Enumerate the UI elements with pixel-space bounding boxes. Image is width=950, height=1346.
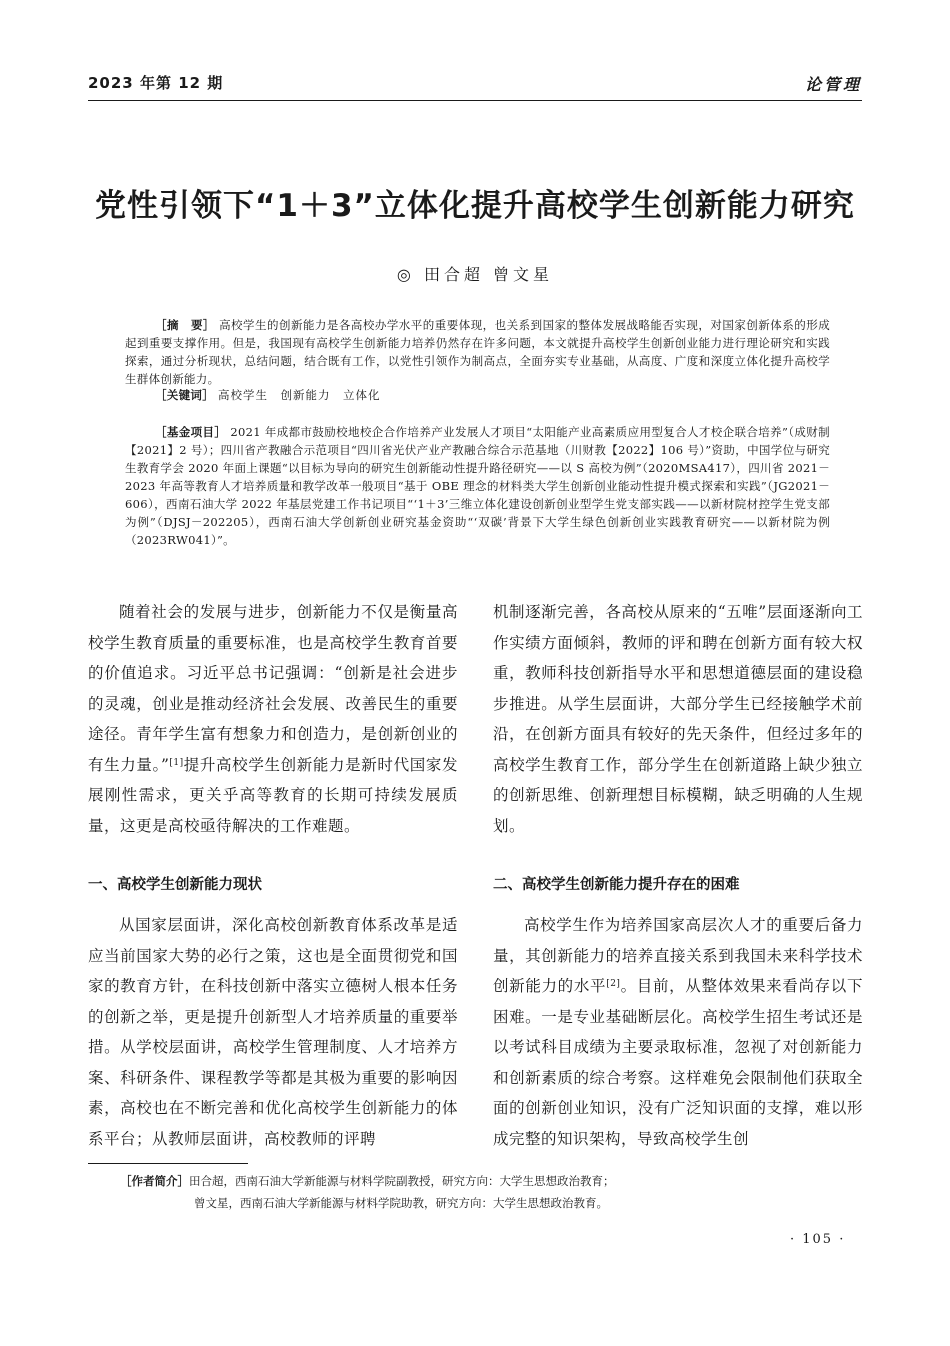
footnote-line-1: 田合超，西南石油大学新能源与材料学院副教授，研究方向：大学生思想政治教育； bbox=[189, 1174, 615, 1188]
fund-label: ［基金项目］ bbox=[155, 425, 227, 439]
abstract bbox=[125, 316, 830, 388]
intro-text-b: 提升高校学生创新能力是新时代国家发展刚性需求，更关乎高等教育的长期可持续发展质量，这更是高校亟待解决的工作难题。 bbox=[88, 755, 458, 835]
keywords bbox=[155, 386, 380, 404]
section1-paragraph: 从国家层面讲，深化高校创新教育体系改革是适应当前国家大势的必行之策，这也是全面贯彻党和国家的教育方针，在科技创新中落实立德树人根本任务的创新之举，更是提升创新型人才培养质量的重要举措。从学校层面讲，高校学生管理制度、人才培养方案、科研条件、课程教学等都是其极为重要的影响因素，高校也在不断完善和优化高校学生创新能力的体系平台；从教师层面讲，高校教师的评聘 bbox=[88, 916, 458, 1148]
continued-paragraph: 机制逐渐完善，各高校从原来的“五唯”层面逐渐向工作实绩方面倾斜，教师的评和聘在创新方面有较大权重，教师科技创新指导水平和思想道德层面的建设稳步推进。从学生层面讲，大部分学生已经接触学术前沿，在创新方面具有较好的先天条件，但经过多年的高校学生教育工作，部分学生在创新道路上缺少独立的创新思维、创新理想目标模糊，缺乏明确的人生规划。 bbox=[493, 603, 863, 835]
header-rule bbox=[88, 100, 862, 101]
keywords-text: 高校学生 创新能力 立体化 bbox=[217, 388, 381, 402]
section-heading-1: 一、高校学生创新能力现状 bbox=[88, 877, 262, 893]
footnote-line-2: 曾文星，西南石油大学新能源与材料学院助教，研究方向：大学生思想政治教育。 bbox=[194, 1196, 608, 1210]
fund-text: 2021 年成都市鼓励校地校企合作培养产业发展人才项目“太阳能产业高素质应用型复合人才校企联合培养”（成财制【2021】2 号）；四川省产教融合示范项目“四川省光伏产业产教融合综合示范基地（川财教【2022】106 号）”资助，中国学位与研究生教育学会 2020 年面上课题“以目标为导向的研究生创新能动性提升路径研究——以 S 高校为例”（2020MSA417），四川省 2021－2023 年高等教育人才培养质量和教学改革一般项目“基于 OBE 理念的材料类大学生创新创业能动性提升模式探索和实践”（JG2021－606），西南石油大学 2022 年基层党建工作书记项目“‘1＋3’三维立体化建设创新创业型学生党支部实践——以新材院材控学生党支部为例”（DJSJ－202205），西南石油大学创新创业研究基金资助“‘双碳’背景下大学生绿色创新创业实践教育研究——以新材院为例（2023RW041）”。 bbox=[125, 425, 830, 547]
author-line: ◎ 田合超 曾文星 bbox=[396, 265, 554, 284]
author-footnote bbox=[120, 1170, 615, 1214]
journal-issue: 2023 年第 12 期 bbox=[88, 74, 224, 92]
fund-info bbox=[125, 423, 830, 549]
intro-text-a: 随着社会的发展与进步，创新能力不仅是衡量高校学生教育质量的重要标准，也是高校学生教育首要的价值追求。习近平总书记强调：“创新是社会进步的灵魂，创业是推动经济社会发展、改善民生的重要途径。青年学生富有想象力和创造力，是创新创业的有生力量。” bbox=[88, 603, 458, 774]
footnote-label: ［作者简介］ bbox=[120, 1174, 189, 1188]
column-name: 论管理 bbox=[804, 75, 862, 94]
citation-2: [2] bbox=[606, 979, 621, 989]
section2-text-a: 高校学生作为培养国家高层次人才的重要后备力量，其创新能力的培养直接关系到我国未来科学技术创新能力的水平 bbox=[493, 916, 863, 995]
article-title: 党性引领下“1＋3”立体化提升高校学生创新能力研究 bbox=[95, 188, 855, 224]
section2-paragraph bbox=[493, 910, 863, 1154]
section2-text-b: 。目前，从整体效果来看尚存以下困难。一是专业基础断层化。高校学生招生考试还是以考试科目成绩为主要录取标准，忽视了对创新能力和创新素质的综合考察。这样难免会限制他们获取全面的创新创业知识，没有广泛知识面的支撑，难以形成完整的知识架构，导致高校学生创 bbox=[493, 977, 863, 1148]
page-number: · 105 · bbox=[790, 1232, 846, 1247]
intro-paragraph bbox=[88, 597, 458, 841]
footnote-rule bbox=[88, 1163, 248, 1164]
abstract-label: ［摘 要］ bbox=[155, 318, 215, 332]
abstract-text: 高校学生的创新能力是各高校办学水平的重要体现，也关系到国家的整体发展战略能否实现，对国家创新体系的形成起到重要支撑作用。但是，我国现有高校学生创新能力培养仍然存在许多问题，本文就提升高校学生创新创业能力进行理论研究和实践探索，通过分析现状，总结问题，结合既有工作，以党性引领作为制高点，全面夯实专业基础，从高度、广度和深度立体化提升高校学生群体创新能力。 bbox=[125, 318, 830, 386]
keywords-label: ［关键词］ bbox=[155, 388, 214, 402]
citation-1: [1] bbox=[169, 757, 184, 768]
wavy-divider bbox=[122, 570, 832, 576]
section-heading-2: 二、高校学生创新能力提升存在的困难 bbox=[493, 877, 740, 893]
